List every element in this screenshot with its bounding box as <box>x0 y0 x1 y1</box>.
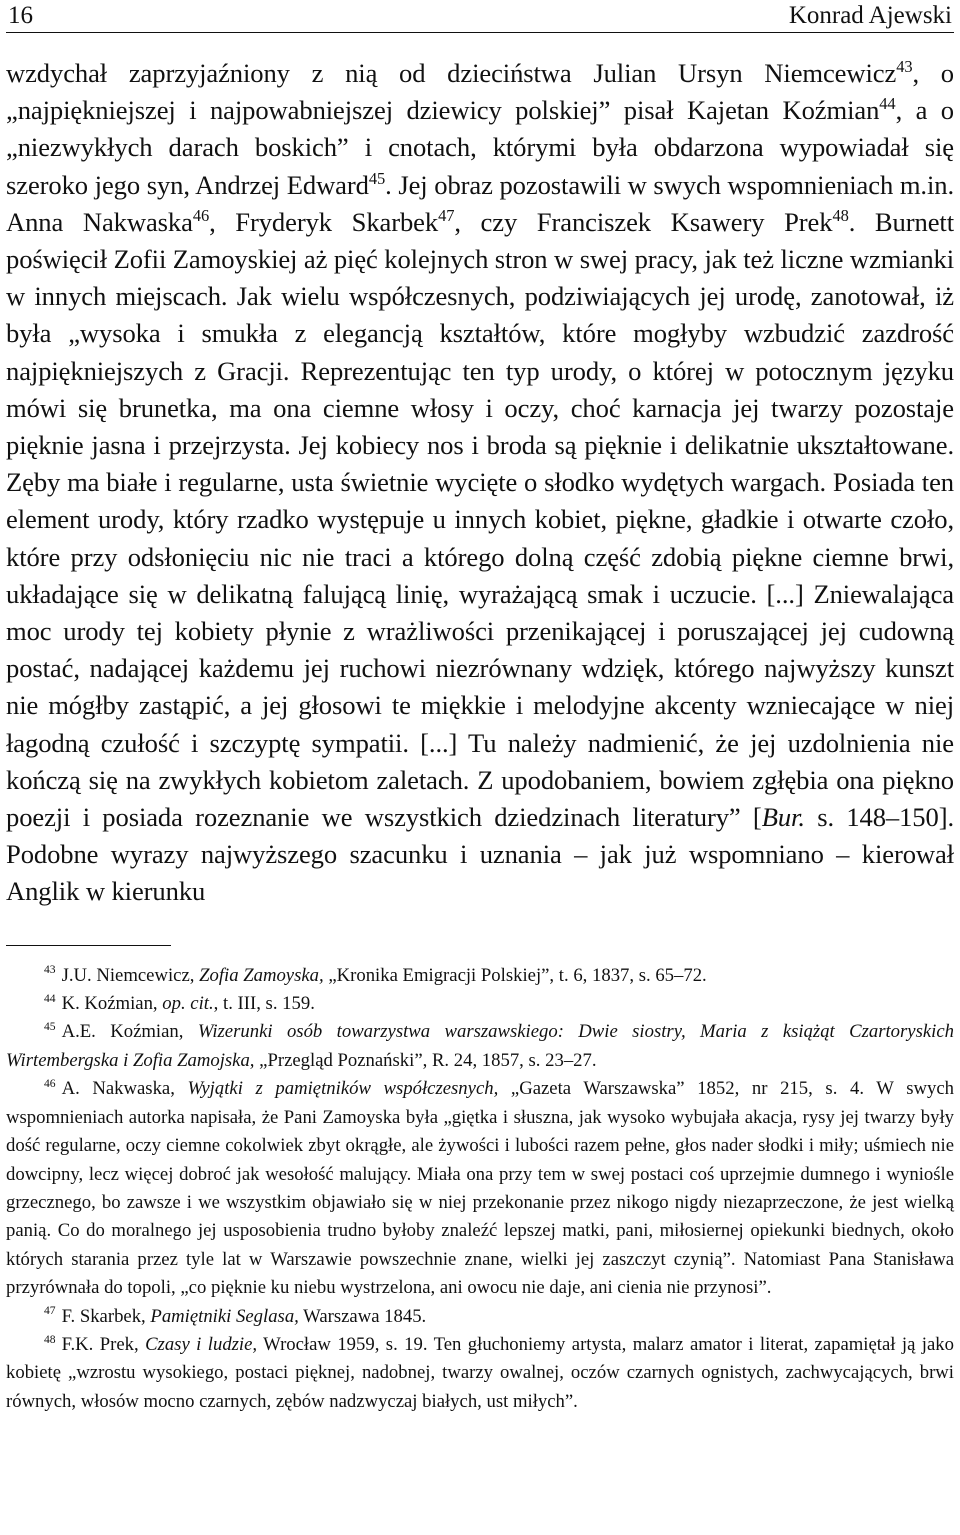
footnote-separator <box>6 945 171 946</box>
page-number: 16 <box>8 2 33 29</box>
footnote-ref-44: 44 <box>879 93 896 113</box>
footnotes <box>6 962 954 1417</box>
footnote-48: $^{48}$ F.K. Prek, Czasy i ludzie, Wrocław 1959, s. 19. Ten głuchoniemy artysta, malarz amator i literat, zapamiętał ją jako kobietę „wzrostu wysokiego, postaci pięknej, nadobnej, twarzy owalnej, oczów czarnych ognistych, zachwycających, brwi równych, włosów mocno czarnych, zębów nadzwyczaj białych, ust miłych”. <box>6 1332 954 1412</box>
footnote-text: Warszawa 1845. <box>298 1305 427 1327</box>
main-text <box>6 55 954 911</box>
citation-abbrev: Bur. <box>761 802 805 833</box>
footnote-title: Pamiętniki Seglasa, <box>150 1305 299 1327</box>
footnote-46: $^{46}$ A. Nakwaska, Wyjątki z pamiętników współczesnych, „Gazeta Warszawska” 1852, nr 215, s. 4. W swych wspomnieniach autorka napisała, że Pani Zamoyska była „giętka i słuszna, jak wysoko wybujała akacja, rysy jej twarzy były dość regularne, oczy ciemne cokolwiek zbyt okrągłe, ale żywości i lubości razem pełne, głos nader słodki i miły; uśmiech nie dowcipny, lecz więcej dobroć jak wesołość malujący. Miała ona przy tem w swej postaci coś uprzejmie dumnego i wyniośle grzecznego, bo zawsze i we wszystkim objawiało się w niej przekonanie przez nikogo nigdy niezaprzeczone, że jest wielką panią. Co do moralnego jej usposobienia trudno byłoby znaleźć lepszej matki, pani, miłosiernej opiekunki biednych, około których starania przez tyle lat w Warszawie powszechnie znane, wielki jej zaszczyt czynią”. Natomiast Pana Stanisława przyrównała do topoli, „co pięknie ku niebu wystrzelona, ani owocu nie daje, ani cienia nie przynosi”. <box>6 1077 954 1299</box>
footnote-text: F. Skarbek, <box>61 1305 151 1327</box>
footnote-title: Wyjątki z pamiętników współczesnych, <box>187 1078 499 1100</box>
footnote-text: A.E. Koźmian, <box>61 1021 198 1043</box>
footnote-ref-46: 46 <box>192 205 210 225</box>
text-run: , Fryderyk Skarbek <box>209 206 439 237</box>
footnote-ref-45: 45 <box>368 168 386 188</box>
footnote-text: „Kronika Emigracji Polskiej”, t. 6, 1837, s. 65–72. <box>323 964 707 986</box>
footnote-text: J.U. Niemcewicz, <box>61 964 200 986</box>
footnote-43: $^{43}$ J.U. Niemcewicz, Zofia Zamoyska, „Kronika Emigracji Polskiej”, t. 6, 1837, s. 65–72. <box>44 963 707 986</box>
footnote-title: Wizerunki osób towarzystwa warszawskiego: Dwie siostry, Maria z książąt Czartoryskich Wirtembergska i Zofia Zamojska, <box>6 1021 954 1071</box>
footnote-text: , t. III, s. 159. <box>213 993 315 1015</box>
footnote-text: Wrocław 1959, s. 19. Ten głuchoniemy artysta, malarz amator i literat, zapamiętał ją jako kobietę „wzrostu wysokiego, postaci pięknej, nadobnej, twarzy owalnej, oczów czarnych ognistych, zachwycających, brwi równych, włosów mocno czarnych, zębów nadzwyczaj białych, ust miłych”. <box>6 1333 954 1412</box>
footnote-text: K. Koźmian, <box>61 993 163 1015</box>
text-run: , a o „niezwykłych darach boskich” i cnotach, którymi była obdarzona wypowiadał się szeroko jego syn, Andrzej Edward <box>6 95 955 200</box>
footnote-45: $^{45}$ A.E. Koźmian, Wizerunki osób towarzystwa warszawskiego: Dwie siostry, Maria z książąt Czartoryskich Wirtembergska i Zofia Zamojska, „Przegląd Poznański”, R. 24, 1857, s. 23–27. <box>6 1020 954 1071</box>
footnote-text: F.K. Prek, <box>61 1333 146 1355</box>
footnote-title: Czasy i ludzie, <box>145 1333 258 1355</box>
footnote-ref-43: 43 <box>896 56 913 76</box>
footnote-ref-48: 48 <box>832 205 849 225</box>
text-run: . Jej obraz pozostawili w swych wspomnieniach m.in. Anna Nakwaska <box>6 169 954 237</box>
footnote-text: A. Nakwaska, <box>61 1078 188 1100</box>
footnote-44: $^{44}$ K. Koźmian, op. cit., t. III, s. 159. <box>44 991 315 1015</box>
text-run: . Burnett poświęcił Zofii Zamoyskiej aż pięć kolejnych stron w swej pracy, jak też liczne wzmianki w innych miejscach. Jak wielu współczesnych, podziwiających jej urodę, zanotował, iż była „wysoka i smukła z elegancją kształtów, które mogłyby wzbudzić zazdrość najpiękniejszych z Gracji. Reprezentując ten typ urody, o której w potocznym języku mówi się brunetka, ma ona ciemne włosy i oczy, choć karnacja jej twarzy pozostaje pięknie jasna i przejrzysta. Jej kobiecy nos i broda są pięknie i delikatnie ukształtowane. Zęby ma białe i regularne, usta świetnie wycięte o słodko wydętych wargach. Posiada ten element urody, który rzadko występuje u innych kobiet, piękne, gładkie i otwarte czoło, które przy odsłonięciu nic nie traci a którego dolną część zdobią piękne ciemne brwi, układające się w delikatną falującą linię, wyrażającą smak i uczucie. [...] Zniewalająca moc urody tej kobiety płynie z wrażliwości przenikającej i poruszającej jej cudowną postać, nadającej każdemu jej ruchowi niezrównany wdzięk, którego najwyższy kunszt nie mógłby zastąpić, a jej głosowi te miękkie i melodyjne akcenty wzniecające w niej łagodną czułość i szczyptę sympatii. [...] Tu należy nadmienić, że jej uzdolnienia nie kończą się na zwykłych kobietom zaletach. Z upodobaniem, bowiem zgłębia ona piękno poezji i posiada rozeznanie we wszystkich dziedzinach literatury” [ <box>6 206 955 833</box>
footnote-47: $^{47}$ F. Skarbek, Pamiętniki Seglasa, Warszawa 1845. <box>44 1304 427 1327</box>
body-paragraph <box>6 55 954 911</box>
text-run: , o „najpiękniejszej i najpowabniejszej dziewicy polskiej” pisał Kajetan Koźmian <box>6 58 954 126</box>
text-run: s. 148–150]. Podobne wyrazy najwyższego szacunku i uznania – jak już wspomniano – kierował Anglik w kierunku <box>6 802 955 907</box>
text-run: wzdychał zaprzyjaźniony z nią od dzieciństwa Julian Ursyn Niemcewicz <box>6 58 897 88</box>
footnote-title: op. cit. <box>162 993 214 1015</box>
running-header <box>6 0 954 33</box>
footnote-text: „Przegląd Poznański”, R. 24, 1857, s. 23–27. <box>254 1049 597 1071</box>
text-run: , czy Franciszek Ksawery Prek <box>454 206 833 237</box>
footnote-ref-47: 47 <box>438 205 455 225</box>
footnote-text: „Gazeta Warszawska” 1852, nr 215, s. 4. W swych wspomnieniach autorka napisała, że Pani Zamoyska była „giętka i słuszna, jak wysoko wybujała akacja, rysy jej twarzy były dość regularne, oczy ciemne cokolwiek zbyt okrągłe, ale żywości i lubości razem pełne, głos nader słodki i miły; uśmiech nie dowcipny, lecz więcej dobroć jak wesołość malujący. Miała ona przy tem w swej postaci coś uprzejmie dumnego i wyniośle grzecznego, bo zawsze i we wszystkim objawiało się w niej przekonanie przez nikogo nigdy niezaprzeczone, że jest wielką panią. Co do moralnego jej usposobienia trudno byłoby znaleźć lepszej matki, pani, miłosiernej opiekunki biednych, około których starania przez tyle lat w Warszawie powszechnie znane, wielki jej zaszczyt czynią”. Natomiast Pana Stanisława przyrównała do topoli, „co pięknie ku niebu wystrzelona, ani owocu nie daje, ani cienia nie przynosi”. <box>6 1078 954 1299</box>
footnote-title: Zofia Zamoyska, <box>199 964 324 986</box>
running-author: Konrad Ajewski <box>788 2 952 29</box>
